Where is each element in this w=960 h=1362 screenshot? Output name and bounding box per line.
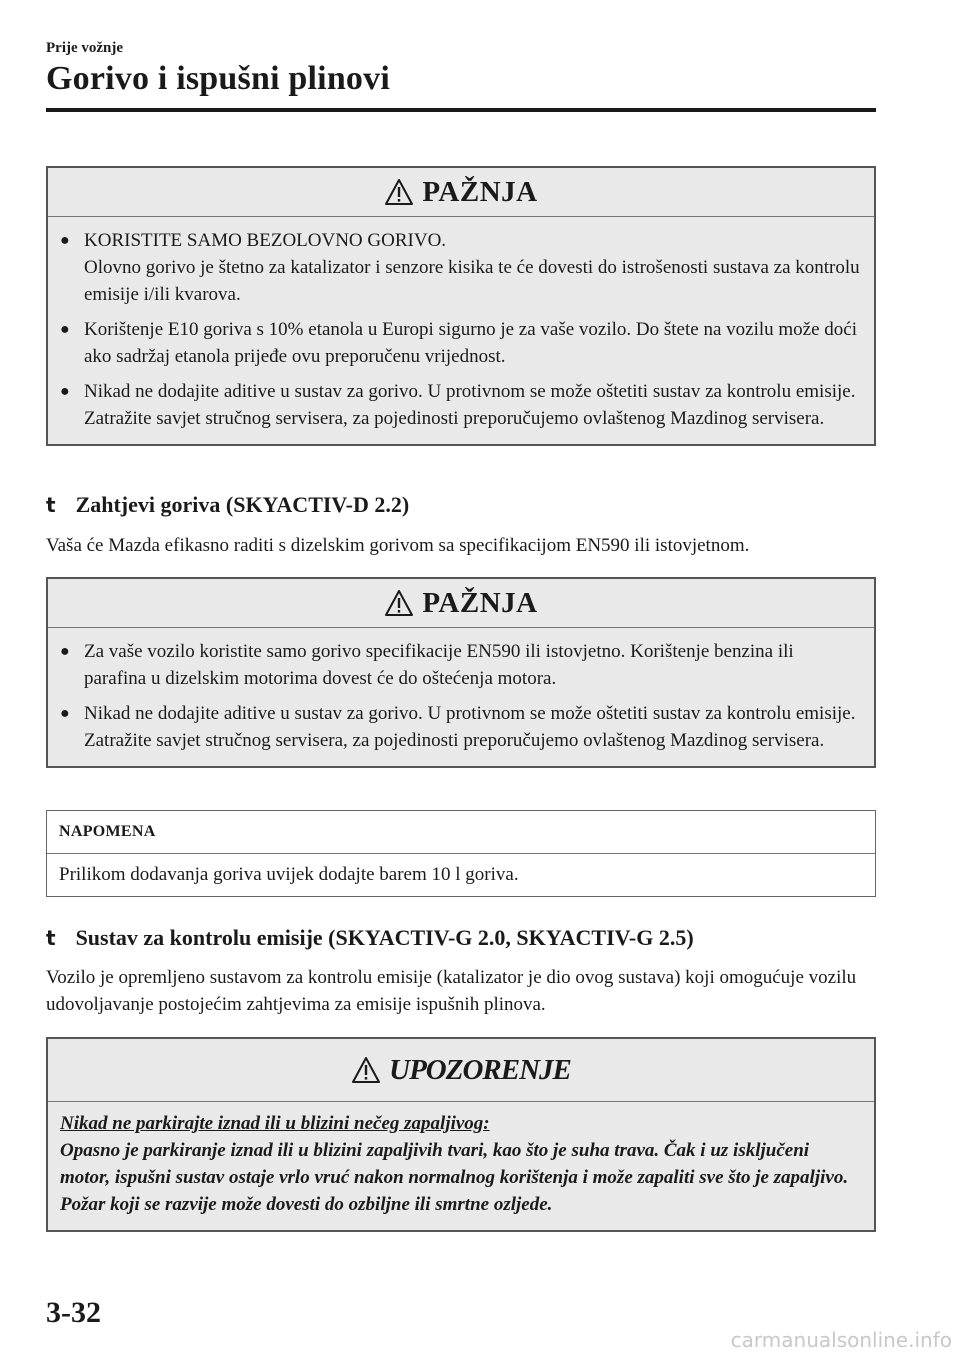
caution-item-text: Nikad ne dodajite aditive u sustav za gorivo. U protivnom se može oštetiti sustav za kontrolu emisije. Zatražite savjet stručnog servisera, za pojedinosti preporučujemo ovlaštenog Mazdinog servisera. (84, 703, 856, 751)
caution-item (60, 316, 860, 370)
section-heading-emission-control (46, 925, 694, 951)
caution-item-title: KORISTITE SAMO BEZOLOVNO GORIVO. (84, 230, 447, 251)
caution-item-text: Korištenje E10 goriva s 10% etanola u Europi sigurno je za vaše vozilo. Do štete na vozilu može doći ako sadržaj etanola prijeđe ovu preporučenu vrijednost. (84, 319, 857, 367)
caution-item-text: Nikad ne dodajite aditive u sustav za gorivo. U protivnom se može oštetiti sustav za kontrolu emisije. Zatražite savjet stručnog servisera, za pojedinosti preporučujemo ovlaštenog Mazdinog servisera. (84, 381, 856, 429)
caution-item (60, 227, 860, 308)
warning-header (48, 1039, 874, 1102)
bullet-dot: ● (60, 232, 70, 249)
caution-item (60, 700, 860, 754)
note-text: Prilikom dodavanja goriva uvijek dodajte barem 10 l goriva. (59, 864, 519, 885)
caution-body (48, 217, 874, 444)
caution-header (48, 168, 874, 217)
bullet-dot: ● (60, 383, 70, 400)
caution-box-2 (46, 577, 876, 768)
caution-item (60, 638, 860, 692)
bullet-dot: ● (60, 321, 70, 338)
section-marker: t (46, 493, 56, 517)
section-paragraph: Vozilo je opremljeno sustavom za kontrolu emisije (katalizator je dio ovog sustava) koji omogućuje vozilu udovoljavanje postojećim zahtjevima za emisije ispušnih plinova. (46, 967, 857, 1015)
section-marker: t (46, 926, 56, 950)
caution-body (48, 628, 874, 766)
page-title: Gorivo i ispušni plinovi (46, 60, 390, 97)
warning-lead: Nikad ne parkirajte iznad ili u blizini nečeg zapaljivog: (60, 1113, 490, 1134)
bullet-dot: ● (60, 643, 70, 660)
warning-body (48, 1102, 874, 1230)
warning-label: UPOZORENJE (389, 1053, 571, 1086)
caution-label: PAŽNJA (422, 175, 538, 208)
note-label: NAPOMENA (47, 811, 875, 854)
section-paragraph: Vaša će Mazda efikasno raditi s dizelskim gorivom sa specifikacijom EN590 ili istovjetnom. (46, 535, 750, 556)
warning-box (46, 1037, 876, 1232)
warning-triangle-icon (384, 178, 414, 206)
caution-item-text: Olovno gorivo je štetno za katalizator i senzore kisika te će dovesti do istrošenosti sustava za kontrolu emisije i/ili kvarova. (84, 257, 860, 305)
warning-triangle-icon (351, 1056, 381, 1084)
page-number: 3-32 (46, 1296, 101, 1329)
caution-label: PAŽNJA (422, 586, 538, 619)
breadcrumb: Prije vožnje (46, 40, 124, 56)
section-heading-fuel-requirements (46, 492, 409, 518)
bullet-dot: ● (60, 705, 70, 722)
caution-box-1 (46, 166, 876, 446)
warning-text: Opasno je parkiranje iznad ili u blizini zapaljivih tvari, kao što je suha trava. Čak i uz isključeni motor, ispušni sustav ostaje vrlo vruć nakon normalnog korištenja i može zapaliti sve što je zapaljivo. Požar koji se razvije može dovesti do ozbiljne ili smrtne ozljede. (60, 1140, 849, 1215)
caution-header (48, 579, 874, 628)
title-divider (46, 108, 876, 112)
section-heading-text: Zahtjevi goriva (SKYACTIV-D 2.2) (75, 492, 410, 517)
caution-item-text: Za vaše vozilo koristite samo gorivo specifikacije EN590 ili istovjetno. Korištenje benzina ili parafina u dizelskim motorima dovest će do oštećenja motora. (84, 641, 794, 689)
section-heading-text: Sustav za kontrolu emisije (SKYACTIV-G 2.0, SKYACTIV-G 2.5) (75, 925, 694, 950)
watermark: carmanualsonline.info (730, 1328, 952, 1352)
warning-triangle-icon (384, 589, 414, 617)
caution-item (60, 378, 860, 432)
note-box (46, 810, 876, 897)
